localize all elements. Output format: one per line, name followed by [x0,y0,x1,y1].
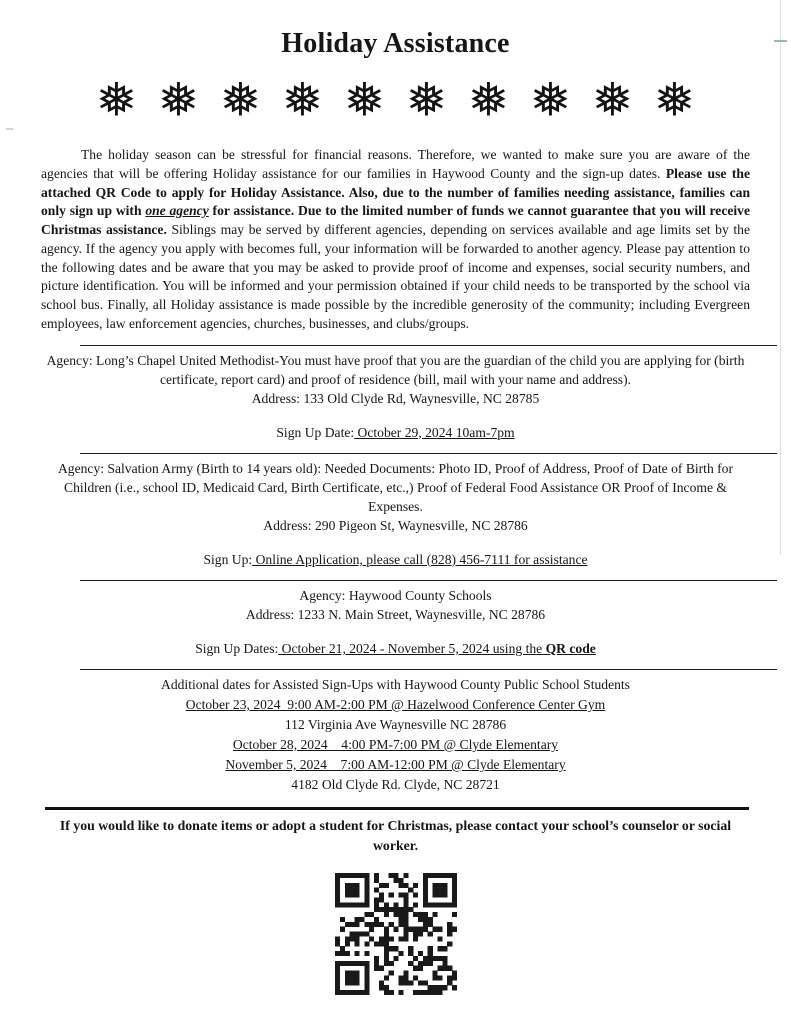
agency-address: Address: 133 Old Clyde Rd, Waynesville, NC 28785 [251,390,540,406]
section-divider [80,669,777,670]
intro-text: The holiday season can be stressful for financial reasons. Therefore, we wanted to make sure you are aware of the agencies that will be offering Holiday assistance for our families in Haywood County and the sign-up dates. [41,147,750,181]
intro-bold-text: Please use the attached QR Code to apply for Holiday Assistance. Also, due to the number of families needing assistance, families can only sign up with [41,165,750,219]
snowflake-icon: ❅ [591,73,634,127]
additional-dates-section [40,675,751,794]
agency-section-haywood-schools [40,586,751,658]
signup-value: Online Application, please call (828) 456-7111 for assistance [252,551,588,567]
section-divider [80,453,777,454]
donate-note: If you would like to donate items or adopt a student for Christmas, please contact your school’s counselor or social worker. [59,818,732,854]
scan-artifact-tick [774,40,787,42]
intro-one-agency-emphasis: one agency [145,203,209,219]
signup-line [40,639,751,658]
snowflake-icon: ❅ [219,73,262,127]
signup-line [40,550,751,569]
snowflake-icon: ❅ [281,73,324,127]
additional-row: October 23, 2024 9:00 AM-2:00 PM @ Hazelwood Conference Center Gym [185,696,606,712]
signup-value: October 21, 2024 - November 5, 2024 using the [278,640,546,656]
additional-row: November 5, 2024 7:00 AM-12:00 PM @ Clyde Elementary [225,757,566,772]
scan-artifact-speck [6,128,13,130]
signup-label: Sign Up Date: [276,424,355,440]
snowflake-icon: ❅ [95,73,138,127]
agency-address: Address: 1233 N. Main Street, Waynesville, NC 28786 [245,606,546,622]
agency-description: Agency: Salvation Army (Birth to 14 years old): Needed Documents: Photo ID, Proof of Address, Proof of Date of Birth for Children (i.e., school ID, Medicaid Card, Birth Certificate, etc.,) Proof of Federal Food Assistance OR Proof of Income & Expenses. [57,460,734,514]
snowflake-icon: ❅ [343,73,386,127]
snowflake-icon: ❅ [157,73,200,127]
qr-code-container [0,873,791,995]
signup-label: Sign Up: [203,551,253,567]
section-divider [80,580,777,581]
agency-address: Address: 290 Pigeon St, Waynesville, NC 28786 [263,517,528,533]
snowflake-icon: ❅ [653,73,696,127]
signup-value-qr-code: QR code [545,640,596,656]
footer-divider [45,807,749,810]
scan-artifact-line [780,0,781,555]
additional-row: 112 Virginia Ave Waynesville NC 28786 [284,716,507,732]
section-divider [80,345,777,346]
agency-description: Agency: Long’s Chapel United Methodist-You must have proof that you are the guardian of the child you are applying for (birth certificate, report card) and proof of residence (bill, mail with your name and address). [46,352,745,387]
additional-row: 4182 Old Clyde Rd. Clyde, NC 28721 [291,777,500,793]
signup-line [40,423,751,442]
snowflake-row [96,74,696,126]
qr-code [335,873,457,995]
page-title: Holiday Assistance [281,28,510,59]
intro-paragraph [41,146,750,334]
additional-heading: Additional dates for Assisted Sign-Ups with Haywood County Public School Students [161,676,630,692]
snowflake-icon: ❅ [467,73,510,127]
additional-row: October 28, 2024 4:00 PM-7:00 PM @ Clyde Elementary [232,736,559,752]
snowflake-icon: ❅ [529,73,572,127]
agency-name: Agency: Haywood County Schools [299,587,492,603]
signup-value: October 29, 2024 10am-7pm [354,424,515,440]
agency-section-longs-chapel [40,351,751,442]
snowflake-icon: ❅ [405,73,448,127]
intro-text: Siblings may be served by different agencies, depending on services available and age limits set by the agency. If the agency you apply with becomes full, your information will be forwarded to another agency. Please pay attention to the following dates and be aware that you may be asked to provide proof of income and expenses, social security numbers, and picture identification. You will be informed and your permission obtained if your child needs to be transported by the school via school bus. Finally, all Holiday assistance is made possible by the incredible generosity of the community; including Evergreen employees, law enforcement agencies, churches, businesses, and clubs/groups. [41,222,750,331]
agency-section-salvation-army [40,459,751,569]
intro-bold-text: for assistance. Due to the limited number of funds we cannot guarantee that you will receive Christmas assistance. [41,203,751,237]
signup-label: Sign Up Dates: [195,640,279,656]
